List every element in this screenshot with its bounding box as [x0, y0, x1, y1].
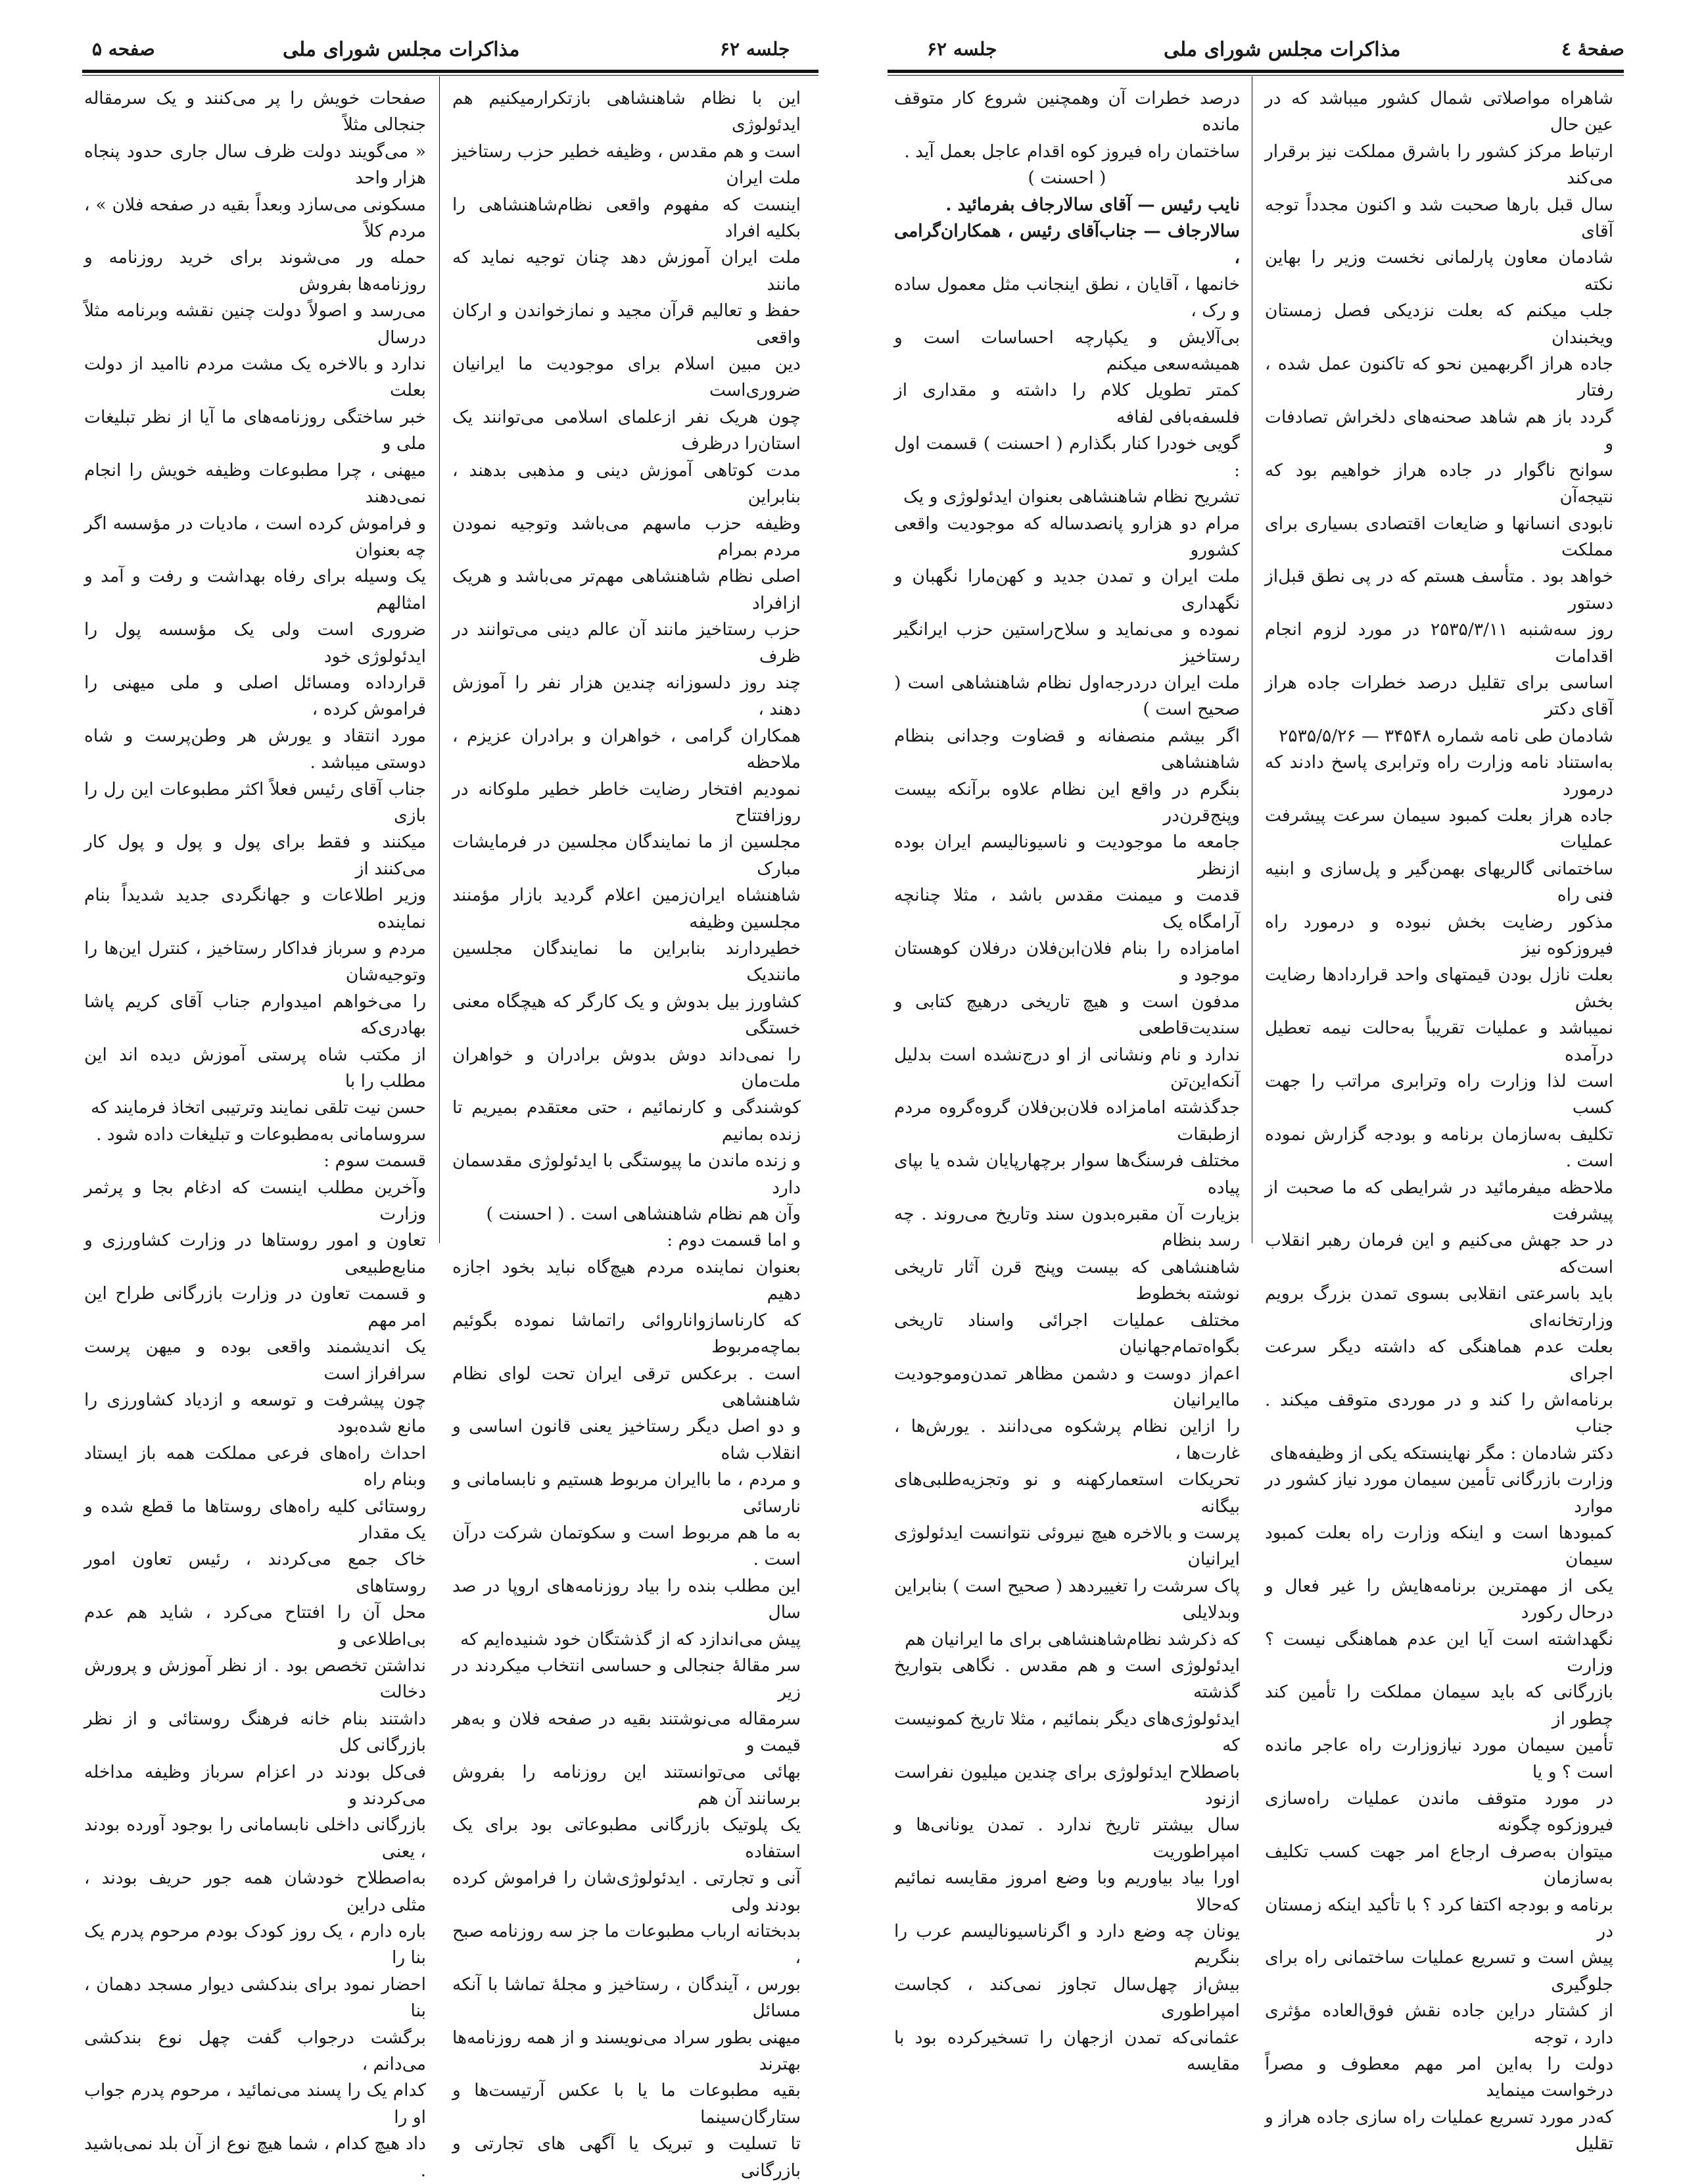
text-column-right-c	[894, 85, 1240, 2077]
left-page-header	[0, 38, 848, 71]
text-line: نداشتن تخصص بود . از نظر آموزش و پرورش دخالت	[84, 1655, 426, 1703]
text-line: سر مقالهٔ جنجالی و حساسی انتخاب میکردند در زیر	[452, 1655, 801, 1703]
text-line: بهائی می‌توانستند این روزنامه را بفروش برسانند آن هم	[452, 1761, 801, 1809]
text-line: ایدئولوژی است و هم مقدس . نگاهی بتواریخ گذشته	[894, 1655, 1240, 1703]
text-line: قسمت سوم :	[323, 1151, 426, 1172]
text-line: پاک سرشت را تغییردهد ( صحیح است ) بنابراین وبدلایلی	[894, 1575, 1240, 1623]
text-line: باید باسرعتی انقلابی بسوی تمدن بزرگ برویم وزارتخانه‌ای	[1265, 1283, 1613, 1331]
running-title: مذاکرات مجلس شورای ملی	[283, 38, 520, 61]
text-line: اساسی برای تقلیل درصد خطرات جاده هراز آقای دکتر	[1265, 672, 1613, 720]
text-line: محل آن را افتتاح می‌کرد ، شاید هم عدم بی‌اطلاعی و	[84, 1602, 426, 1650]
text-line: جناب آقای رئیس فعلاً اکثر مطبوعات این رل را بازی	[84, 778, 426, 826]
text-line: بی‌آلایش و یکپارچه احساسات است و همیشه‌سعی میکنم	[894, 327, 1240, 375]
text-line: وآن هم نظام شاهنشاهی است . ( احسنت )	[486, 1204, 801, 1225]
text-line: را نمی‌داند دوش بدوش برادران و خواهران ملت‌مان	[452, 1044, 801, 1092]
text-line: سرمقاله می‌نوشتند بقیه در صفحه فلان و به‌هر قیمت و	[452, 1708, 801, 1756]
text-line: جاده هراز اگربهمین نحو که تاکنون عمل شده ، رفتار	[1265, 354, 1613, 401]
text-line: در مورد متوقف ماندن عملیات راه‌سازی فیروزکوه چگونه	[1265, 1788, 1613, 1836]
text-line: یکی از مهمترین برنامه‌هایش را غیر فعال و درحال رکورد	[1265, 1575, 1613, 1623]
text-line: پیش می‌اندازد که از گذشتگان خود شنیده‌ایم که	[460, 1628, 801, 1650]
text-line: خاک جمع می‌کردند ، رئیس تعاون امور روستاهای	[84, 1549, 426, 1596]
text-line: جامعه ما موجودیت و ناسیونالیسم ایران بوده ازنظر	[894, 832, 1240, 879]
text-line: داشتند بنام خانه فرهنگ روستائی و از نظر بازرگانی کل	[84, 1708, 426, 1756]
text-line: چون هریک نفر ازعلمای اسلامی می‌توانند یک استان‌را درظرف	[452, 406, 801, 454]
text-line: احضار نمود برای بندکشی دیوار مسجد دهمان ، بنا	[84, 1974, 426, 2022]
text-line: میهنی بطور سراد می‌نویسند و از همه روزنامه‌ها بهترند	[452, 2027, 801, 2075]
right-page-header	[848, 38, 1683, 71]
text-column-left-a	[84, 85, 426, 2184]
text-line: تأمین سیمان مورد نیازوزارت راه عاجر مانده است ؟ و یا	[1265, 1735, 1613, 1782]
text-line: ندارد و نام ونشانی از او درج‌نشده است بدلیل آنکه‌این‌تن	[894, 1044, 1240, 1092]
text-line: « می‌گویند دولت ظرف سال جاری حدود پنجاه هزار واحد	[84, 141, 426, 189]
text-line: مردم و سرباز فداکار رستاخیز ، کنترل این‌ها را وتوجیه‌شان	[84, 938, 426, 985]
text-line: صفحات خویش را پر می‌کنند و یک سرمقاله جنجالی مثلاً	[84, 88, 426, 135]
text-line: بازرگانی داخلی نابسامانی را بوجود آورده بودند ، یعنی	[84, 1815, 426, 1862]
text-line: شاهنشاهی که بیست وپنج قرن آثار تاریخی نوشته بخطوط	[894, 1256, 1240, 1304]
text-line: گویی خودرا کنار بگذارم ( احسنت ) قسمت اول :	[894, 433, 1240, 481]
text-line: بعلت عدم هماهنگی که داشته دیگر سرعت اجرای	[1265, 1337, 1613, 1384]
header-rule	[82, 70, 818, 73]
text-line: سال قبل بارها صحبت شد و اکنون مجدداً توجه آقای	[1265, 194, 1613, 242]
text-line: جاده هراز بعلت کمبود سیمان سرعت پیشرفت عملیات	[1265, 805, 1613, 853]
text-line: تا تسلیت و تبریک یا آگهی های تجارتی و بازرگانی	[452, 2133, 801, 2181]
text-line: و فراموش کرده است ، مادیات در مؤسسه اگر چه بعنوان	[84, 513, 426, 560]
text-line: مورد انتقاد و یورش هر وطن‌پرست و شاه دوستی میباشد .	[84, 725, 426, 773]
text-line: روستائی کلیه راه‌های روستاها ما قطع شده و یک مقدار	[84, 1496, 426, 1543]
header-rule-thin	[888, 75, 1624, 76]
text-line: اصلی نظام شاهنشاهی مهم‌تر می‌باشد و هریک ازافراد	[452, 566, 801, 613]
text-line: ساختمانی گالریهای بهمن‌گیر و پل‌سازی و ابنیه فنی راه	[1265, 858, 1613, 906]
text-line: کشاورز بیل بدوش و یک کارگر که هیچگاه معنی خستگی	[452, 991, 801, 1039]
text-line: اگر بیشم منصفانه و قضاوت وجدانی بنظام شاهنشاهی	[894, 725, 1240, 773]
running-title: مذاکرات مجلس شورای ملی	[1164, 38, 1401, 61]
text-line: حفظ و تعالیم قرآن مجید و نمازخواندن و ارکان واقعی	[452, 300, 801, 348]
text-line: اورا بیاد بیاوریم وبا وضع امروز مقایسه نمائیم که‌حالا	[894, 1868, 1240, 1915]
text-line: است لذا وزارت راه وترابری مراتب را جهت کسب	[1265, 1071, 1613, 1118]
text-line: دین مبین اسلام برای موجودیت ما ایرانیان ضروری‌است	[452, 354, 801, 401]
header-rule-thin	[82, 75, 818, 76]
text-line: ایدئولوژی‌های دیگر بنمائیم ، مثلا تاریخ کمونیست که	[894, 1708, 1240, 1756]
text-line: یک پلوتیک بازرگانی مطبوعاتی بود برای یک استفاده	[452, 1815, 801, 1862]
text-line: می‌رسد و اصولاً دولت چنین نقشه وبرنامه مثلاً درسال	[84, 300, 426, 348]
text-line: بورس ، آیندگان ، رستاخیز و مجلهٔ تماشا با آنکه مسائل	[452, 1974, 801, 2022]
session-number: جلسه ۶۲	[927, 38, 997, 60]
header-rule	[888, 70, 1624, 73]
text-line: کدام یک را پسند می‌نمائید ، مرحوم پدرم جواب او را	[84, 2080, 426, 2127]
text-line: از کشتار دراین جاده نقش فوق‌العاده مؤثری دارد ، توجه	[1265, 2001, 1613, 2048]
column-divider	[439, 76, 440, 1243]
text-line: و دو اصل دیگر رستاخیز یعنی قانون اساسی و انقلاب شاه	[452, 1416, 801, 1463]
page-number: صفحهٔ ٤	[1561, 38, 1624, 60]
text-line: وزارت بازرگانی تأمین سیمان مورد نیاز کشور در موارد	[1265, 1469, 1613, 1517]
text-line: که‌در مورد تسریع عملیات راه سازی جاده هراز و تقلیل	[1265, 2106, 1613, 2154]
text-line: اعم‌از دوست و دشمن مظاهر تمدن‌وموجودیت ما‌ایرانیان	[894, 1363, 1240, 1410]
text-line: و مردم ، ما باایران مربوط هستیم و نابسامانی و نارسائی	[452, 1469, 801, 1517]
text-line: حزب رستاخیز مانند آن عالم دینی می‌توانند در ظرف	[452, 619, 801, 667]
text-line: خواهد بود . متأسف هستم که در پی نطق قبل‌از دستور	[1265, 566, 1613, 613]
text-line: جدگذشته امامزاده فلان‌بن‌فلان گروه‌گروه مردم ازطبقات	[894, 1097, 1240, 1145]
text-line: که کارناسازواناروائی راتماشا نموده بگوئیم بماچه‌مربوط	[452, 1310, 801, 1358]
text-line: ضروری است ولی یک مؤسسه پول را ایدئولوژی خود	[84, 619, 426, 667]
text-line: تعاون و امور روستاها در وزارت کشاورزی و منابع‌طبیعی	[84, 1230, 426, 1277]
text-line: و زنده ماندن ما پیوستگی با ایدئولوژی مقدسمان دارد	[452, 1151, 801, 1198]
text-line: گردد باز هم شاهد صحنه‌های دلخراش تصادفات و	[1265, 406, 1613, 454]
text-line: سال بیشتر تاریخ ندارد . تمدن یونانی‌ها و امپراطوریت	[894, 1815, 1240, 1862]
text-line: قدمت و میمنت مقدس باشد ، مثلا چنانچه آرامگاه یک	[894, 885, 1240, 932]
text-column-right-d	[1265, 85, 1613, 2158]
text-line: نابودی انسانها و ضایعات اقتصادی بسیاری برای مملکت	[1265, 513, 1613, 560]
text-line: آنی و تجارتی . ایدئولوژی‌شان را فراموش کرده بودند ولی	[452, 1868, 801, 1915]
text-line: باره دارم ، یک روز کودک بودم مرحوم پدرم یک بنا را	[84, 1921, 426, 1968]
text-line: یک اندیشمند واقعی بوده و میهن پرست سرافراز است	[84, 1337, 426, 1384]
text-line: بنگرم در واقع این نظام علاوه برآنکه بیست وپنج‌قرن‌در	[894, 778, 1240, 826]
text-line: که ذکرشد نظام‌شاهنشاهی برای ما ایرانیان هم	[905, 1628, 1240, 1650]
text-line: کوشندگی و کارنمائیم ، حتی معتقدم بمیریم تا زنده بمانیم	[452, 1097, 801, 1145]
session-number: جلسه ۶۲	[720, 38, 790, 60]
text-line: جلب میکنم که بعلت نزدیکی فصل زمستان ویخبندان	[1265, 300, 1613, 348]
text-line: چند روز دلسوزانه چندین هزار نفر را آموزش دهند ،	[452, 672, 801, 720]
text-line: بدبختانه ارباب مطبوعات ما جز سه روزنامه صبح ،	[452, 1921, 801, 1968]
text-line: سالارجاف — جناب‌آقای رئیس ، همکاران‌گرامی ،	[894, 221, 1240, 268]
text-line: امامزاده را بنام فلان‌ابن‌فلان درفلان کوهستان موجود و	[894, 938, 1240, 985]
text-line: ملاحظه میفرمائید در شرایطی که ما صحبت از پیشرفت	[1265, 1177, 1613, 1225]
text-line: ( احسنت )	[1028, 168, 1106, 189]
page-number: صفحه ۵	[92, 38, 155, 60]
text-line: از مکتب شاه پرستی آموزش دیده اند این مطلب را با	[84, 1044, 426, 1092]
text-line: احداث راه‌های فرعی مملکت همه باز ایستاد وبنام راه	[84, 1442, 426, 1490]
text-line: و اما قسمت دوم :	[667, 1230, 801, 1251]
text-line: چون پیشرفت و توسعه و ازدیاد کشاورزی را مانع شده‌بود	[84, 1389, 426, 1437]
text-line: ملت ایران دردرجه‌اول نظام شاهنشاهی است ( صحیح است )	[894, 672, 1240, 720]
text-line: همکاران گرامی ، خواهران و برادران عزیزم ، ملاحظه	[452, 725, 801, 773]
text-line: باصطلاح ایدئولوژی برای چندین میلیون نفراست ازنود	[894, 1761, 1240, 1809]
text-line: ارتباط مرکز کشور را باشرق مملکت نیز برقرار می‌کند	[1265, 141, 1613, 189]
text-line: ندارد و بالاخره یک مشت مردم ناامید از دولت بعلت	[84, 354, 426, 401]
text-line: شادمان طی نامه شماره ۳۴۵۴۸ — ۲۵۳۵/۵/۲۶	[1279, 725, 1613, 746]
text-line: خانمها ، آقایان ، نطق اینجانب مثل معمول ساده و رک ،	[894, 273, 1240, 321]
text-line: یونان چه وضع دارد و اگرناسیونالیسم عرب را بنگریم	[894, 1921, 1240, 1968]
text-line: مدفون است و هیچ تاریخی درهیچ کتابی و سندیت‌قاطعی	[894, 991, 1240, 1039]
text-line: وآخرین مطلب اینست که ادغام بجا و پرثمر وزارت	[84, 1177, 426, 1225]
text-line: شاهراه مواصلاتی شمال کشور میباشد که در عین حال	[1265, 88, 1613, 135]
text-line: نموده و می‌نماید و سلاح‌راستین حزب ایرانگیر رستاخیز	[894, 619, 1240, 667]
text-line: پرست و بالاخره هیچ نیروئی نتوانست ایدئولوژی ایرانیان	[894, 1522, 1240, 1570]
text-line: است و هم مقدس ، وظیفه خطیر حزب رستاخیز ملت ایران	[452, 141, 801, 189]
text-line: قرارداده ومسائل اصلی و ملی میهنی را فراموش کرده ،	[84, 672, 426, 720]
text-line: خطیردارند بنابراین ما نمایندگان مجلسین مانندیک	[452, 938, 801, 985]
text-line: شاهنشاه ایران‌زمین اعلام گردید بازار مؤمنند مجلسین وظیفه	[452, 885, 801, 932]
text-line: مدت کوتاهی آموزش دینی و مذهبی بدهند ، بنابراین	[452, 460, 801, 508]
text-line: کمبودها است و اینکه وزارت راه بعلت کمبود سیمان	[1265, 1522, 1613, 1570]
text-line: مسکونی می‌سازد وبعداً بقیه در صفحه فلان » ، مردم کلاً	[84, 194, 426, 242]
text-line: ملت ایران و تمدن جدید و کهن‌مارا نگهبان و نگهداری	[894, 566, 1240, 613]
text-line: بیش‌از چهل‌سال تجاوز نمی‌کند ، کجاست امپراطوری	[894, 1974, 1240, 2022]
text-line: فی‌کل بودند در اعزام سرباز وظیفه مداخله می‌کردند و	[84, 1761, 426, 1809]
text-line: ساختمان راه فیروز کوه اقدام عاجل بعمل آید .	[904, 141, 1240, 162]
text-line: به ما هم مربوط است و سکوتمان شرکت درآن است .	[452, 1522, 801, 1570]
text-line: برنامه‌اش را کند و در موردی متوقف میکند . جناب	[1265, 1389, 1613, 1437]
text-line: مختلف عملیات اجرائی واسناد تاریخی بگواه‌تمام‌جهانیان	[894, 1310, 1240, 1358]
text-line: سوانح ناگوار در جاده هراز خواهیم بود که نتیجه‌آن	[1265, 460, 1613, 508]
text-line: مرام دو هزارو پانصدساله که موجودیت واقعی کشورو	[894, 513, 1240, 560]
text-line: نمودیم افتخار رضایت خاطر خطیر ملوکانه در روزافتتاح	[452, 778, 801, 826]
text-line: را می‌خواهم امیدوارم جناب آقای کریم پاشا بهادری‌که	[84, 991, 426, 1039]
text-line: عثمانی‌که تمدن ازجهان را تسخیرکرده بود با مقایسه	[894, 2027, 1240, 2075]
text-line: اینست که مفهوم واقعی نظام‌شاهنشاهی را بکلیه افراد	[452, 194, 801, 242]
text-line: است . برعکس ترقی ایران تحت لوای نظام شاهنشاهی	[452, 1363, 801, 1410]
text-line: بزیارت آن مقبره‌بدون سند وتاریخ می‌روند . چه رسد بنظام	[894, 1204, 1240, 1251]
text-line: داد هیچ کدام ، شما هیچ نوع از آن بلد نمی‌باشید .	[84, 2133, 426, 2181]
text-line: کمتر تطویل کلام را داشته و مقداری از فلسفه‌بافی لفافه	[894, 380, 1240, 427]
text-line: پیش است و تسریع عملیات ساختمانی راه برای جلوگیری	[1265, 1947, 1613, 1995]
text-line: تشریح نظام شاهنشاهی بعنوان ایدئولوژی و یک	[903, 487, 1240, 508]
text-line: حمله ور می‌شوند برای خرید روزنامه و روزنامه‌ها بفروش	[84, 247, 426, 295]
text-line: مختلف فرسنگ‌ها سوار برچهارپایان شده یا بپای پیاده	[894, 1151, 1240, 1198]
text-line: برگشت درجواب گفت چهل نوع بندکشی می‌دانم ،	[84, 2027, 426, 2075]
text-line: ملت ایران آموزش دهد چنان توجیه نماید که مانند	[452, 247, 801, 295]
text-line: مجلسین از ما نمایندگان مجلسین در فرمایشات مبارک	[452, 832, 801, 879]
text-line: میهنی ، چرا مطبوعات وظیفه خویش را انجام نمی‌دهند	[84, 460, 426, 508]
text-line: بقیه مطبوعات ما یا با عکس آرتیست‌ها و ستارگان‌سینما	[452, 2080, 801, 2127]
text-line: به‌استناد نامه وزارت راه وترابری پاسخ دادند که درمورد	[1265, 752, 1613, 799]
text-line: این با نظام شاهنشاهی بازتکرارمیکنیم هم ایدئولوژی	[452, 88, 801, 135]
text-line: سروسامانی به‌مطبوعات و تبلیغات داده شود .	[96, 1124, 426, 1145]
text-line: نایب رئیس — آقای سالارجاف بفرمائید .	[945, 194, 1240, 215]
text-line: را ازاین نظام پرشکوه می‌دانند . یورش‌ها ، غارت‌ها ،	[894, 1416, 1240, 1463]
text-line: تحریکات استعمارکهنه و نو وتجزیه‌طلبی‌های بیگانه	[894, 1469, 1240, 1517]
text-line: این مطلب بنده را بیاد روزنامه‌های اروپا در صد سال	[452, 1575, 801, 1623]
text-line: بعنوان نماینده مردم هیچ‌گاه نباید بخود اجازه دهیم	[452, 1256, 801, 1304]
text-line: حسن نیت تلقی نمایند وترتیبی اتخاذ فرمایند که	[91, 1097, 426, 1118]
text-line: درصد خطرات آن وهمچنین شروع کار متوقف مانده	[894, 88, 1240, 135]
text-line: نمیباشد و عملیات تقریباً به‌حالت نیمه تعطیل درآمده	[1265, 1018, 1613, 1065]
text-line: بعلت نازل بودن قیمتهای واحد قراردادها رضایت بخش	[1265, 964, 1613, 1012]
text-line: یک وسیله برای رفاه بهداشت و رفت و آمد و امثالهم	[84, 566, 426, 613]
text-line: شادمان معاون پارلمانی نخست وزیر را بهاین نکته	[1265, 247, 1613, 295]
text-line: خبر ساختگی روزنامه‌های ما آیا از نظر تبلیغات ملی و	[84, 406, 426, 454]
text-line: در حد جهش می‌کنیم و این فرمان رهبر انقلاب است‌که	[1265, 1230, 1613, 1277]
text-line: بازرگانی که باید سیمان مملکت را تأمین کند چطور از	[1265, 1682, 1613, 1729]
text-line: دولت را به‌این امر مهم معطوف و مصراً درخواست مینماید	[1265, 2054, 1613, 2101]
text-line: دکتر شادمان : مگر نهاینستکه یکی از وظیفه‌های	[1269, 1442, 1613, 1463]
text-line: برنامه و بودجه اکتفا کرد ؟ با تأکید اینکه زمستان در	[1265, 1894, 1613, 1942]
right-page	[848, 0, 1683, 2154]
text-line: روز سه‌شنبه ۲۵۳۵/۳/۱۱ در مورد لزوم انجام اقدامات	[1265, 619, 1613, 667]
text-line: میتوان به‌صرف ارجاع امر جهت کسب تکلیف به‌سازمان	[1265, 1841, 1613, 1889]
text-line: وزیر اطلاعات و جهانگردی جدید شدیداً بنام نماینده	[84, 885, 426, 932]
text-column-left-b	[452, 85, 801, 2184]
text-line: میکنند و فقط برای پول و پول و پول کار می‌کنند از	[84, 832, 426, 879]
text-line: وظیفه حزب ماسهم می‌باشد وتوجیه نمودن مردم بمرام	[452, 513, 801, 560]
text-line: نگهداشته است آیا این عدم هماهنگی نیست ؟ وزارت	[1265, 1628, 1613, 1676]
text-line: مذکور رضایت بخش نبوده و درمورد راه فیروزکوه نیز	[1265, 911, 1613, 959]
text-line: و قسمت تعاون در وزارت بازرگانی طراح این امر مهم	[84, 1283, 426, 1331]
text-line: تکلیف به‌سازمان برنامه و بودجه گزارش نموده است .	[1265, 1124, 1613, 1172]
text-line: به‌اصطلاح خودشان همه جور حریف بودند ، مثلی دراین	[84, 1868, 426, 1915]
